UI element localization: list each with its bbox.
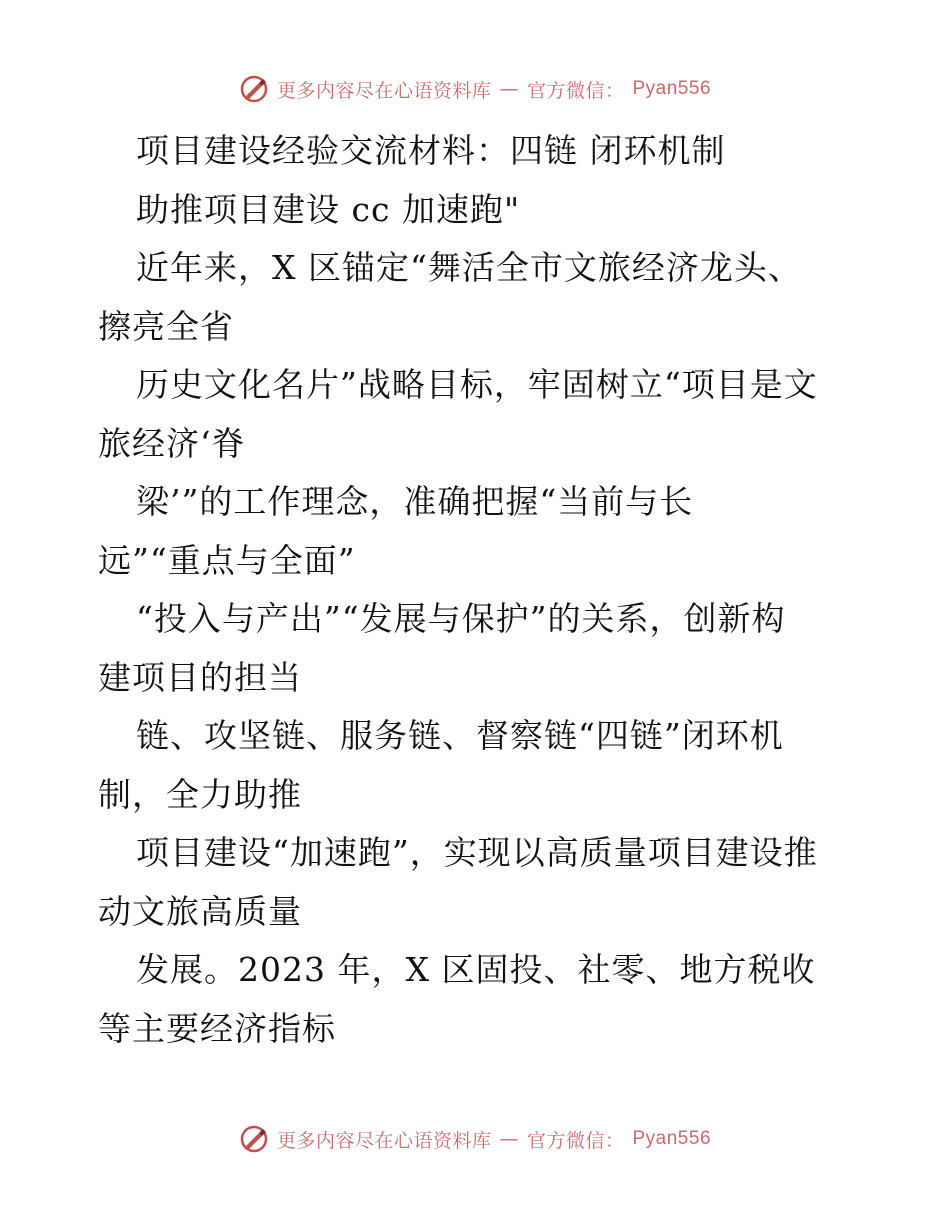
paragraph-line: 擦亮全省 — [98, 306, 234, 346]
paragraph-line: 项目建设“加速跑”，实现以高质量项目建设推 — [136, 833, 818, 872]
paragraph-line: 建项目的担当 — [98, 657, 302, 697]
paragraph-line: 链、攻坚链、服务链、督察链“四链”闭环机 — [136, 716, 784, 755]
title-line-2: 助推项目建设 cc 加速跑" — [136, 189, 521, 229]
pen-logo-icon — [239, 74, 269, 104]
watermark-dash: — — [499, 78, 519, 100]
paragraph-line: 旅经济‘脊 — [98, 423, 246, 463]
paragraph-line: 近年来，X 区锚定“舞活全市文旅经济龙头、 — [136, 248, 802, 287]
title-line-1: 项目建设经验交流材料：四链 闭环机制 — [136, 131, 726, 170]
paragraph-line: 等主要经济指标 — [98, 1008, 336, 1048]
paragraph-line: “投入与产出”“发展与保护”的关系，创新构 — [136, 599, 786, 638]
paragraph-line: 梁’”的工作理念，准确把握“当前与长 — [136, 482, 694, 521]
paragraph-line: 发展。2023 年，X 区固投、社零、地方税收 — [136, 950, 816, 989]
paragraph-line: 历史文化名片”战略目标，牢固树立“项目是文 — [136, 365, 818, 404]
paragraph-line: 动文旅高质量 — [98, 891, 302, 931]
watermark-text: 更多内容尽在心语资料库 — [276, 1129, 492, 1152]
watermark-text: 更多内容尽在心语资料库 — [276, 79, 492, 102]
watermark-contact: 官方微信： — [526, 79, 625, 102]
watermark-dash: — — [499, 1128, 519, 1150]
header-watermark — [0, 74, 950, 104]
watermark-id: Pyan556 — [632, 78, 712, 99]
paragraph-line: 远”“重点与全面” — [98, 540, 356, 580]
footer-watermark — [0, 1124, 950, 1154]
watermark-contact: 官方微信： — [526, 1129, 625, 1152]
watermark-id: Pyan556 — [632, 1128, 712, 1149]
paragraph-line: 制，全力助推 — [98, 774, 302, 814]
pen-logo-icon — [239, 1124, 269, 1154]
document-body — [98, 122, 868, 1058]
